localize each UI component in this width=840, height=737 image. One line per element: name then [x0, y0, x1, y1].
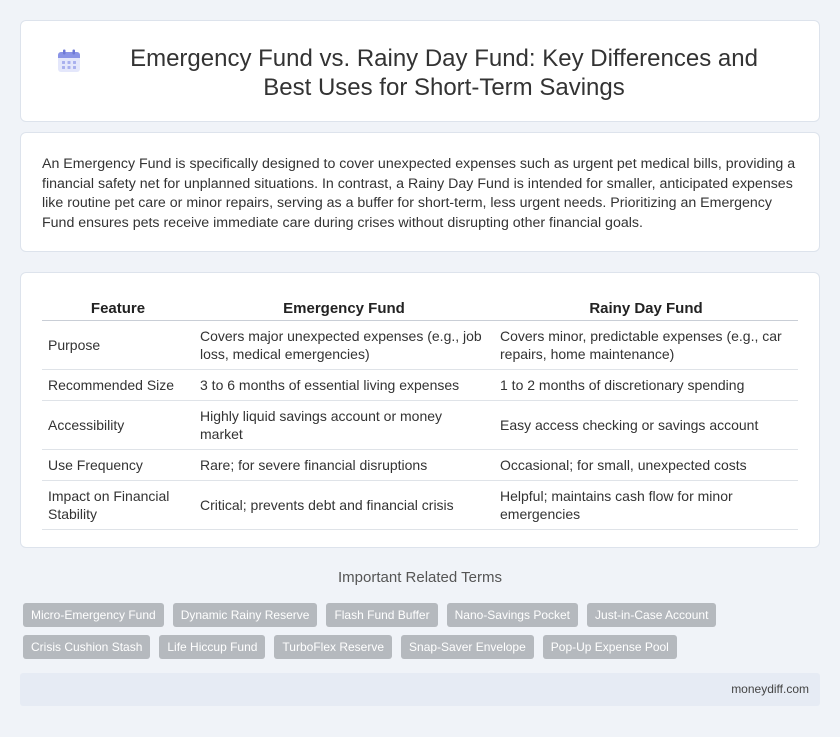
- related-tag[interactable]: TurboFlex Reserve: [274, 635, 392, 659]
- feature-cell: Purpose: [42, 320, 194, 369]
- related-tag[interactable]: Snap-Saver Envelope: [401, 635, 534, 659]
- intro-paragraph: An Emergency Fund is specifically designed to cover unexpected expenses such as urgent pet medical bills, providing a financial safety net for unplanned situations. In contrast, a Rainy Day Fund is intended for smaller, anticipated expenses like routine pet care or minor repairs, serving as a buffer for short-term, less urgent needs. Prioritizing an Emergency Fund ensures pets receive immediate care during crises without disrupting other financial goals.: [42, 156, 796, 231]
- rainy-day-fund-cell: Occasional; for small, unexpected costs: [494, 449, 798, 480]
- table-row: [42, 449, 798, 480]
- feature-cell: Accessibility: [42, 400, 194, 449]
- related-tag[interactable]: Nano-Savings Pocket: [447, 603, 578, 627]
- table-header-row: [42, 294, 798, 320]
- feature-cell: Impact on Financial Stability: [42, 480, 194, 529]
- related-tag[interactable]: Pop-Up Expense Pool: [543, 635, 677, 659]
- calendar-icon: [56, 44, 104, 79]
- related-tag[interactable]: Flash Fund Buffer: [326, 603, 437, 627]
- table-row: [42, 480, 798, 529]
- related-tag[interactable]: Life Hiccup Fund: [159, 635, 265, 659]
- emergency-fund-cell: Rare; for severe financial disruptions: [194, 449, 494, 480]
- column-header-rainy-day-fund: Rainy Day Fund: [494, 294, 798, 320]
- related-tag[interactable]: Crisis Cushion Stash: [23, 635, 150, 659]
- column-header-emergency-fund: Emergency Fund: [194, 294, 494, 320]
- title-card: [20, 20, 820, 122]
- related-tags-row: [23, 603, 725, 627]
- intro-card: [20, 132, 820, 252]
- feature-cell: Recommended Size: [42, 369, 194, 400]
- related-tag[interactable]: Micro-Emergency Fund: [23, 603, 164, 627]
- emergency-fund-cell: Covers major unexpected expenses (e.g., job loss, medical emergencies): [194, 320, 494, 369]
- footer-bar: [20, 673, 820, 706]
- feature-cell: Use Frequency: [42, 449, 194, 480]
- page-title: Emergency Fund vs. Rainy Day Fund: Key Differences and Best Uses for Short-Term Savings: [130, 45, 758, 101]
- emergency-fund-cell: Highly liquid savings account or money market: [194, 400, 494, 449]
- table-row: [42, 369, 798, 400]
- rainy-day-fund-cell: Covers minor, predictable expenses (e.g., car repairs, home maintenance): [494, 320, 798, 369]
- related-terms-heading: Important Related Terms: [338, 569, 502, 586]
- comparison-card: [20, 272, 820, 548]
- rainy-day-fund-cell: Helpful; maintains cash flow for minor emergencies: [494, 480, 798, 529]
- related-tag[interactable]: Just-in-Case Account: [587, 603, 716, 627]
- emergency-fund-cell: Critical; prevents debt and financial crisis: [194, 480, 494, 529]
- rainy-day-fund-cell: 1 to 2 months of discretionary spending: [494, 369, 798, 400]
- emergency-fund-cell: 3 to 6 months of essential living expenses: [194, 369, 494, 400]
- table-row: [42, 320, 798, 369]
- comparison-table: [42, 294, 798, 530]
- related-tag[interactable]: Dynamic Rainy Reserve: [173, 603, 318, 627]
- related-tags-row: [23, 635, 686, 659]
- column-header-feature: Feature: [42, 294, 194, 320]
- rainy-day-fund-cell: Easy access checking or savings account: [494, 400, 798, 449]
- table-row: [42, 400, 798, 449]
- site-name[interactable]: moneydiff.com: [731, 682, 809, 696]
